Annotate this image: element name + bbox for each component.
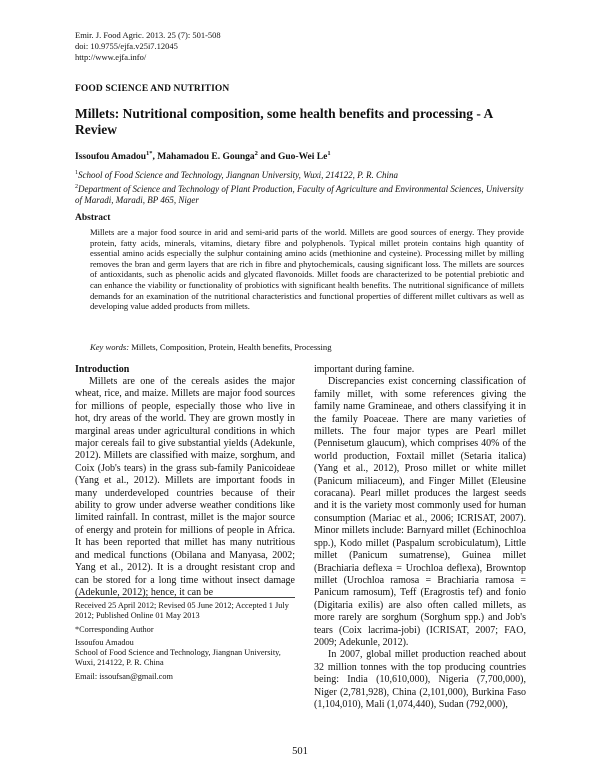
journal-citation: Emir. J. Food Agric. 2013. 25 (7): 501-508 <box>75 30 221 40</box>
journal-doi: doi: 10.9755/ejfa.v25i7.12045 <box>75 41 178 51</box>
abstract-heading: Abstract <box>75 213 111 223</box>
corresponding-affiliation: School of Food Science and Technology, Jiangnan University, Wuxi, 214122, P. R. China <box>75 648 281 668</box>
journal-url[interactable]: http://www.ejfa.info/ <box>75 52 147 62</box>
left-column <box>75 376 295 598</box>
affiliation: $^1$School of Food Science and Technology, Jiangnan University, Wuxi, 214122, P. R. China <box>75 170 398 180</box>
received-dates: Received 25 April 2012; Revised 05 June 2012; Accepted 1 July 2012; Published Online 01 May 2013 <box>75 601 289 621</box>
body-paragraph: important during famine. <box>314 364 415 375</box>
keywords <box>90 342 524 352</box>
author-name: Issoufou Amadou <box>75 152 147 163</box>
affiliations <box>75 168 525 207</box>
author-name: Guo-Wei Le <box>278 152 328 163</box>
intro-heading: Introduction <box>75 364 130 375</box>
body-paragraph: In 2007, global millet production reached about 32 million tonnes with the top producing countries being: India (10,610,000), Nigeria (7,700,000), Niger (2,781,928), China (2,101,000), Burkina Faso (1,104,010), Mali (1,074,440), Sudan (792,000), <box>314 649 526 710</box>
author-name: Mahamadou E. Gounga <box>157 152 255 163</box>
affiliation: $^2$Department of Science and Technology of Plant Production, Faculty of Agriculture and Environmental Sciences, University of Maradi, Maradi, BP 465, Niger <box>75 183 524 205</box>
corresponding-name: Issoufou Amadou <box>75 637 134 647</box>
paper-title: Millets: Nutritional composition, some health benefits and processing - A Review <box>75 106 493 137</box>
corresponding-label: *Corresponding Author <box>75 624 154 634</box>
keywords-text: Millets, Composition, Protein, Health benefits, Processing <box>131 342 332 352</box>
journal-info <box>75 30 221 63</box>
section-label: FOOD SCIENCE AND NUTRITION <box>75 84 230 94</box>
email[interactable]: Email: issoufsan@gmail.com <box>75 671 173 681</box>
body-paragraph: Discrepancies exist concerning classification of family millet, with some references giving the family name Gramineae, and others classifying it in the family Poaceae. There are many varieties of millets. The four major types are Pearl millet (Pennisetum glaucum), which comprises 40% of the world production, Foxtail millet (Setaria italica) (Yang et al., 2012), Proso millet or white millet (Panicum miliaceum), and Finger Millet (Eleusine coracana). Pearl millet produces the largest seeds and it is the variety most commonly used for human consumption (Mariac et al., 2006; ICRISAT, 2007). Minor millets include: Barnyard millet (Echinochloa spp.), Kodo millet (Paspalum scrobiculatum), Little millet (Panicum sumatrense), Guinea millet (Brachiaria deflexa = Urochloa deflexa), Browntop millet (Urochloa ramosa = Brachiaria ramosa = Panicum ramosum), Teff (Eragrostis tef) and fonio (Digitaria exilis) are also often called millets, as more rarely are sorghum (Sorghum spp.) and Job's tears (Coix lacrima-jobi) (ICRISAT, 2007; FAO, 2009; Adekunle, 2012). <box>314 376 526 648</box>
right-column <box>314 364 526 724</box>
footnote-divider <box>75 597 295 598</box>
keywords-label: Key words: <box>90 342 130 352</box>
body-paragraph: Millets are one of the cereals asides the major wheat, rice, and maize. Millets are major food sources for millions of people, especially those who live in hot, dry areas of the world. They are grown mostly in marginal areas under agricultural conditions in which major cereals fail to give substantial yields (Adekunle, 2012). Millets are classified with maize, sorghum, and Coix (Job's tears) in the grass sub-family Panicoideae (Yang et al., 2012). Millets are important foods in many underdeveloped countries because of their ability to grow under adverse weather conditions like limited rainfall. In contrast, millet is the major source of energy and protein for millions of people in Africa. It has been reported that millet has many nutritious and medical functions (Obilana and Manyasa, 2002; Yang et al., 2012). It is a drought resistant crop and can be stored for a long time without insect damage (Adekunle, 2012); hence, it can be <box>75 376 295 598</box>
author-list: Issoufou Amadou$^{1*}$, Mahamadou E. Gounga$^2$ and Guo-Wei Le$^1$ <box>75 150 331 163</box>
abstract-text: Millets are a major food source in arid and semi-arid parts of the world. Millets are good sources of energy. They provide protein, fatty acids, minerals, vitamins, dietary fibre and polyphenols. Typical millet protein contains high quantity of essential amino acids especially the sulphur containing amino acids (methionine and cysteine). Processing millet by milling removes the bran and germ layers that are rich in fibre and phytochemicals, causing significant loss. The millets are sources of antioxidants, such as phenolic acids and glycated flavonoids. Millet foods are characterized to be potential prebiotic and can enhance the viability or functionality of probiotics with significant health benefits. The nutritional significance of millets demands for an examination of the nutritional characteristics and functional properties of different millet cultivars as well as developing value added products from millets. <box>90 227 524 312</box>
author-sup: 2 <box>254 150 258 157</box>
author-sup: 1 <box>327 150 331 157</box>
footnote <box>75 601 295 685</box>
page-number: 501 <box>292 746 308 757</box>
corresponding-details <box>75 638 295 669</box>
author-sup: 1* <box>146 150 153 157</box>
